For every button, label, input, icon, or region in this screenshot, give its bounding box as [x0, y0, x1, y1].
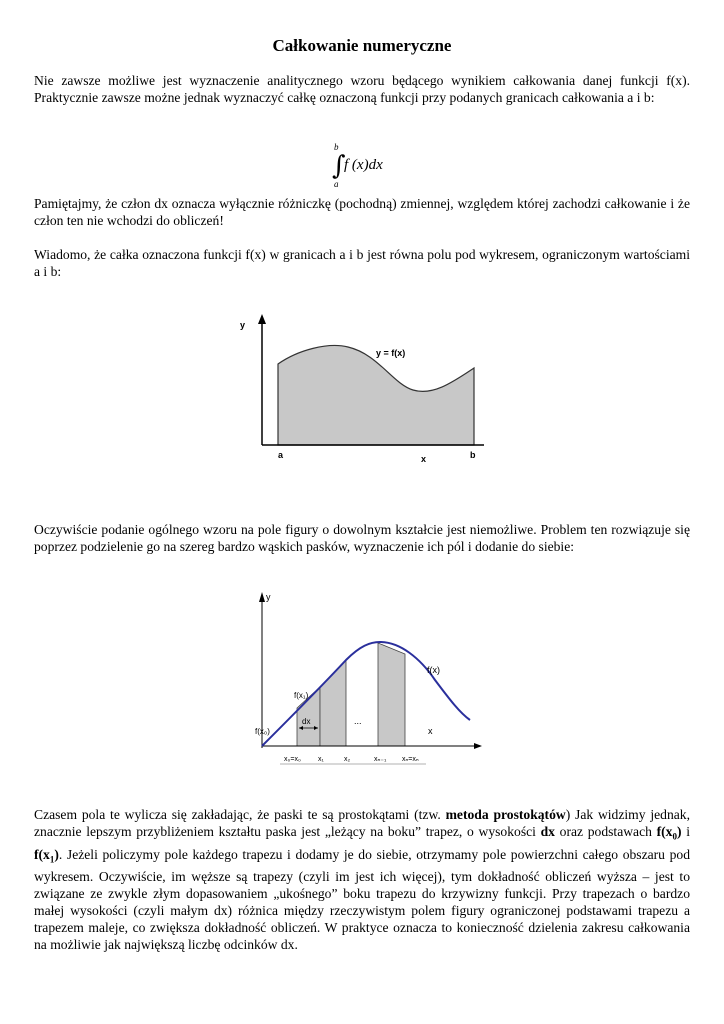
- subscript: 0: [672, 831, 677, 842]
- curve-label: f(x): [427, 665, 440, 675]
- tick-label: xₙ₋₁: [374, 756, 387, 763]
- text-span: . Jeżeli policzymy pole każdego trapezu i dodamy je do siebie, otrzymamy pole powierzchni całego obszaru pod wykresem. Oczywiście, im węższe są trapezy (czyli im jest ich więcej), tym dokładność obliczeń wyższa – jest to związane ze zwykle złym dopasowaniem „ukośnego” boku trapezu do krzywizny funkcji. Przy trapezach o bardzo małej wysokości (czyli małym dx) różnica między rzeczywistym polem figury ograniczonej podstawami trapezu a trapezem maleje, co zwiększa dokładność obliczeń. W praktyce oznacza to konieczność dzielenia zakresu całkowania na możliwie jak największą liczbę odcinków dx.: [34, 846, 690, 953]
- tick-label: xₙ=xₙ: [402, 756, 419, 763]
- page-title: Całkowanie numeryczne: [272, 36, 452, 55]
- figure-area-under-curve: [228, 312, 496, 468]
- paragraph-strips: Oczywiście podanie ogólnego wzoru na pole figury o dowolnym kształcie jest niemożliwe. Problem ten rozwiązuje się poprzez podzielenie go na szereg bardzo wąskich pasków, wyznaczenie ich pól i dodanie do siebie:: [34, 522, 690, 554]
- integral-lower-limit: a: [334, 179, 339, 189]
- curve-label: y = f(x): [376, 348, 406, 358]
- text-span: ): [54, 846, 59, 862]
- b-label: b: [470, 450, 476, 460]
- x-axis-label: x: [421, 454, 427, 464]
- dots-label: ...: [354, 716, 362, 726]
- fx1-label: f(x₁): [294, 691, 309, 700]
- strip-n: [378, 643, 405, 746]
- paragraph-trapezoid-method: [34, 806, 690, 953]
- shaded-area: [278, 346, 474, 445]
- integral-upper-limit: b: [334, 142, 339, 152]
- integral-sign: ∫: [332, 151, 346, 181]
- paragraph-intro: Nie zawsze możliwe jest wyznaczenie analitycznego wzoru będącego wynikiem całkowania danej funkcji f(x). Praktycznie zawsze możne jednak wyznaczyć całkę oznaczoną funkcji przy podanych granicach całkowania a i b:: [34, 73, 690, 105]
- text-span: Czasem pola te wylicza się zakładając, że paski te są prostokątami (tzw.: [34, 807, 446, 822]
- y-axis-label: y: [266, 592, 271, 602]
- text-span: f(x: [34, 846, 50, 862]
- integral-formula: [328, 140, 408, 190]
- dx-label: dx: [302, 717, 311, 726]
- text-span: i: [681, 824, 690, 839]
- a-label: a: [278, 450, 284, 460]
- x-axis-arrow: [474, 743, 482, 749]
- bold-fx0: [656, 824, 682, 842]
- x-axis-label: x: [428, 726, 433, 736]
- text-span: oraz podstawach: [554, 824, 657, 839]
- bold-dx: dx: [540, 824, 555, 839]
- tick-label: x₂: [344, 756, 351, 763]
- text-span: ) Jak widzimy jednak, znacznie lepszym przybliżeniem kształtu paska jest „leżący na boku” trapez, o wysokości: [34, 807, 690, 839]
- text-span: f(x: [656, 824, 673, 839]
- text-span: ): [676, 824, 682, 839]
- y-axis-label: y: [240, 320, 246, 330]
- figure-trapezoid-strips: [250, 588, 486, 778]
- paragraph-dx-note: Pamiętajmy, że człon dx oznacza wyłącznie różniczkę (pochodną) zmiennej, względem której zachodzi całkowanie i że człon ten nie wchodzi do obliczeń!: [34, 196, 690, 228]
- integral-body: f (x)dx: [344, 157, 383, 173]
- y-axis-arrow: [259, 592, 265, 602]
- y-axis-arrow: [258, 314, 266, 324]
- tick-label: x₀=x₀: [284, 756, 301, 763]
- tick-label: x₁: [318, 756, 324, 763]
- bold-fx1: [34, 846, 59, 865]
- subscript: 1: [49, 854, 55, 865]
- bold-method-name: metoda prostokątów: [445, 807, 566, 822]
- fx0-label: f(x₀): [255, 727, 270, 736]
- paragraph-area: Wiadomo, że całka oznaczona funkcji f(x) w granicach a i b jest równa polu pod wykresem, ograniczonym wartościami a i b:: [34, 247, 690, 279]
